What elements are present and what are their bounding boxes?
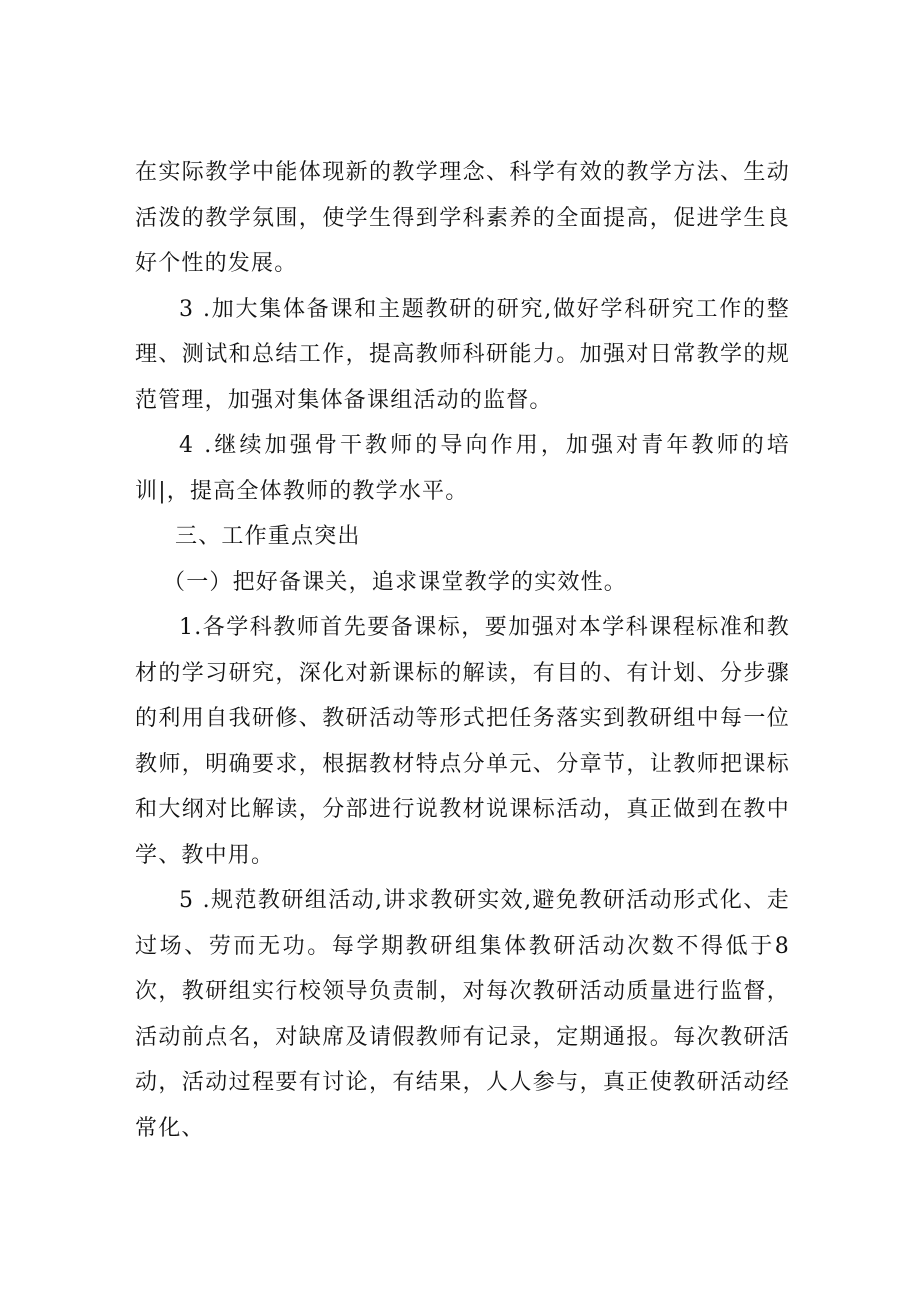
section-heading: 三、工作重点突出 [175,524,361,549]
paragraph-sub-item-1: 1.各学科教师首先要备课标，要加强对本学科课程标准和教材的学习研究，深化对新课标的解读，有目的、有计划、分步骤的利用自我研修、教研活动等形式把任务落实到教研组中每一位教师，明确要求，根据教材特点分单元、分章节，让教师把课标和大纲对比解读，分部进行说教材说课标活动，真正做到在教中学、教中用。 [135,615,790,868]
paragraph-continuation: 在实际教学中能体现新的教学理念、科学有效的教学方法、生动活泼的教学氛围，使学生得到学科素养的全面提高，促进学生良好个性的发展。 [135,160,790,276]
paragraph-item-3: 3 .加大集体备课和主题教研的研究,做好学科研究工作的整理、测试和总结工作，提高教师科研能力。加强对日常教学的规范管理，加强对集体备课组活动的监督。 [135,296,790,413]
subsection-heading: （一）把好备课关，追求课堂教学的实效性。 [163,569,628,595]
document-body [135,150,790,1151]
paragraph-sub-item-5: 5 .规范教研组活动,讲求教研实效,避免教研活动形式化、走过场、劳而无功。每学期教研组集体教研活动次数不得低于8次，教研组实行校领导负责制，对每次教研活动质量进行监督，活动前点名，对缺席及请假教师有记录，定期通报。每次教研活动，活动过程要有讨论，有结果，人人参与，真正使教研活动经常化、 [135,888,790,1141]
paragraph-item-4: 4 .继续加强骨干教师的导向作用，加强对青年教师的培训|，提高全体教师的教学水平。 [135,433,790,504]
